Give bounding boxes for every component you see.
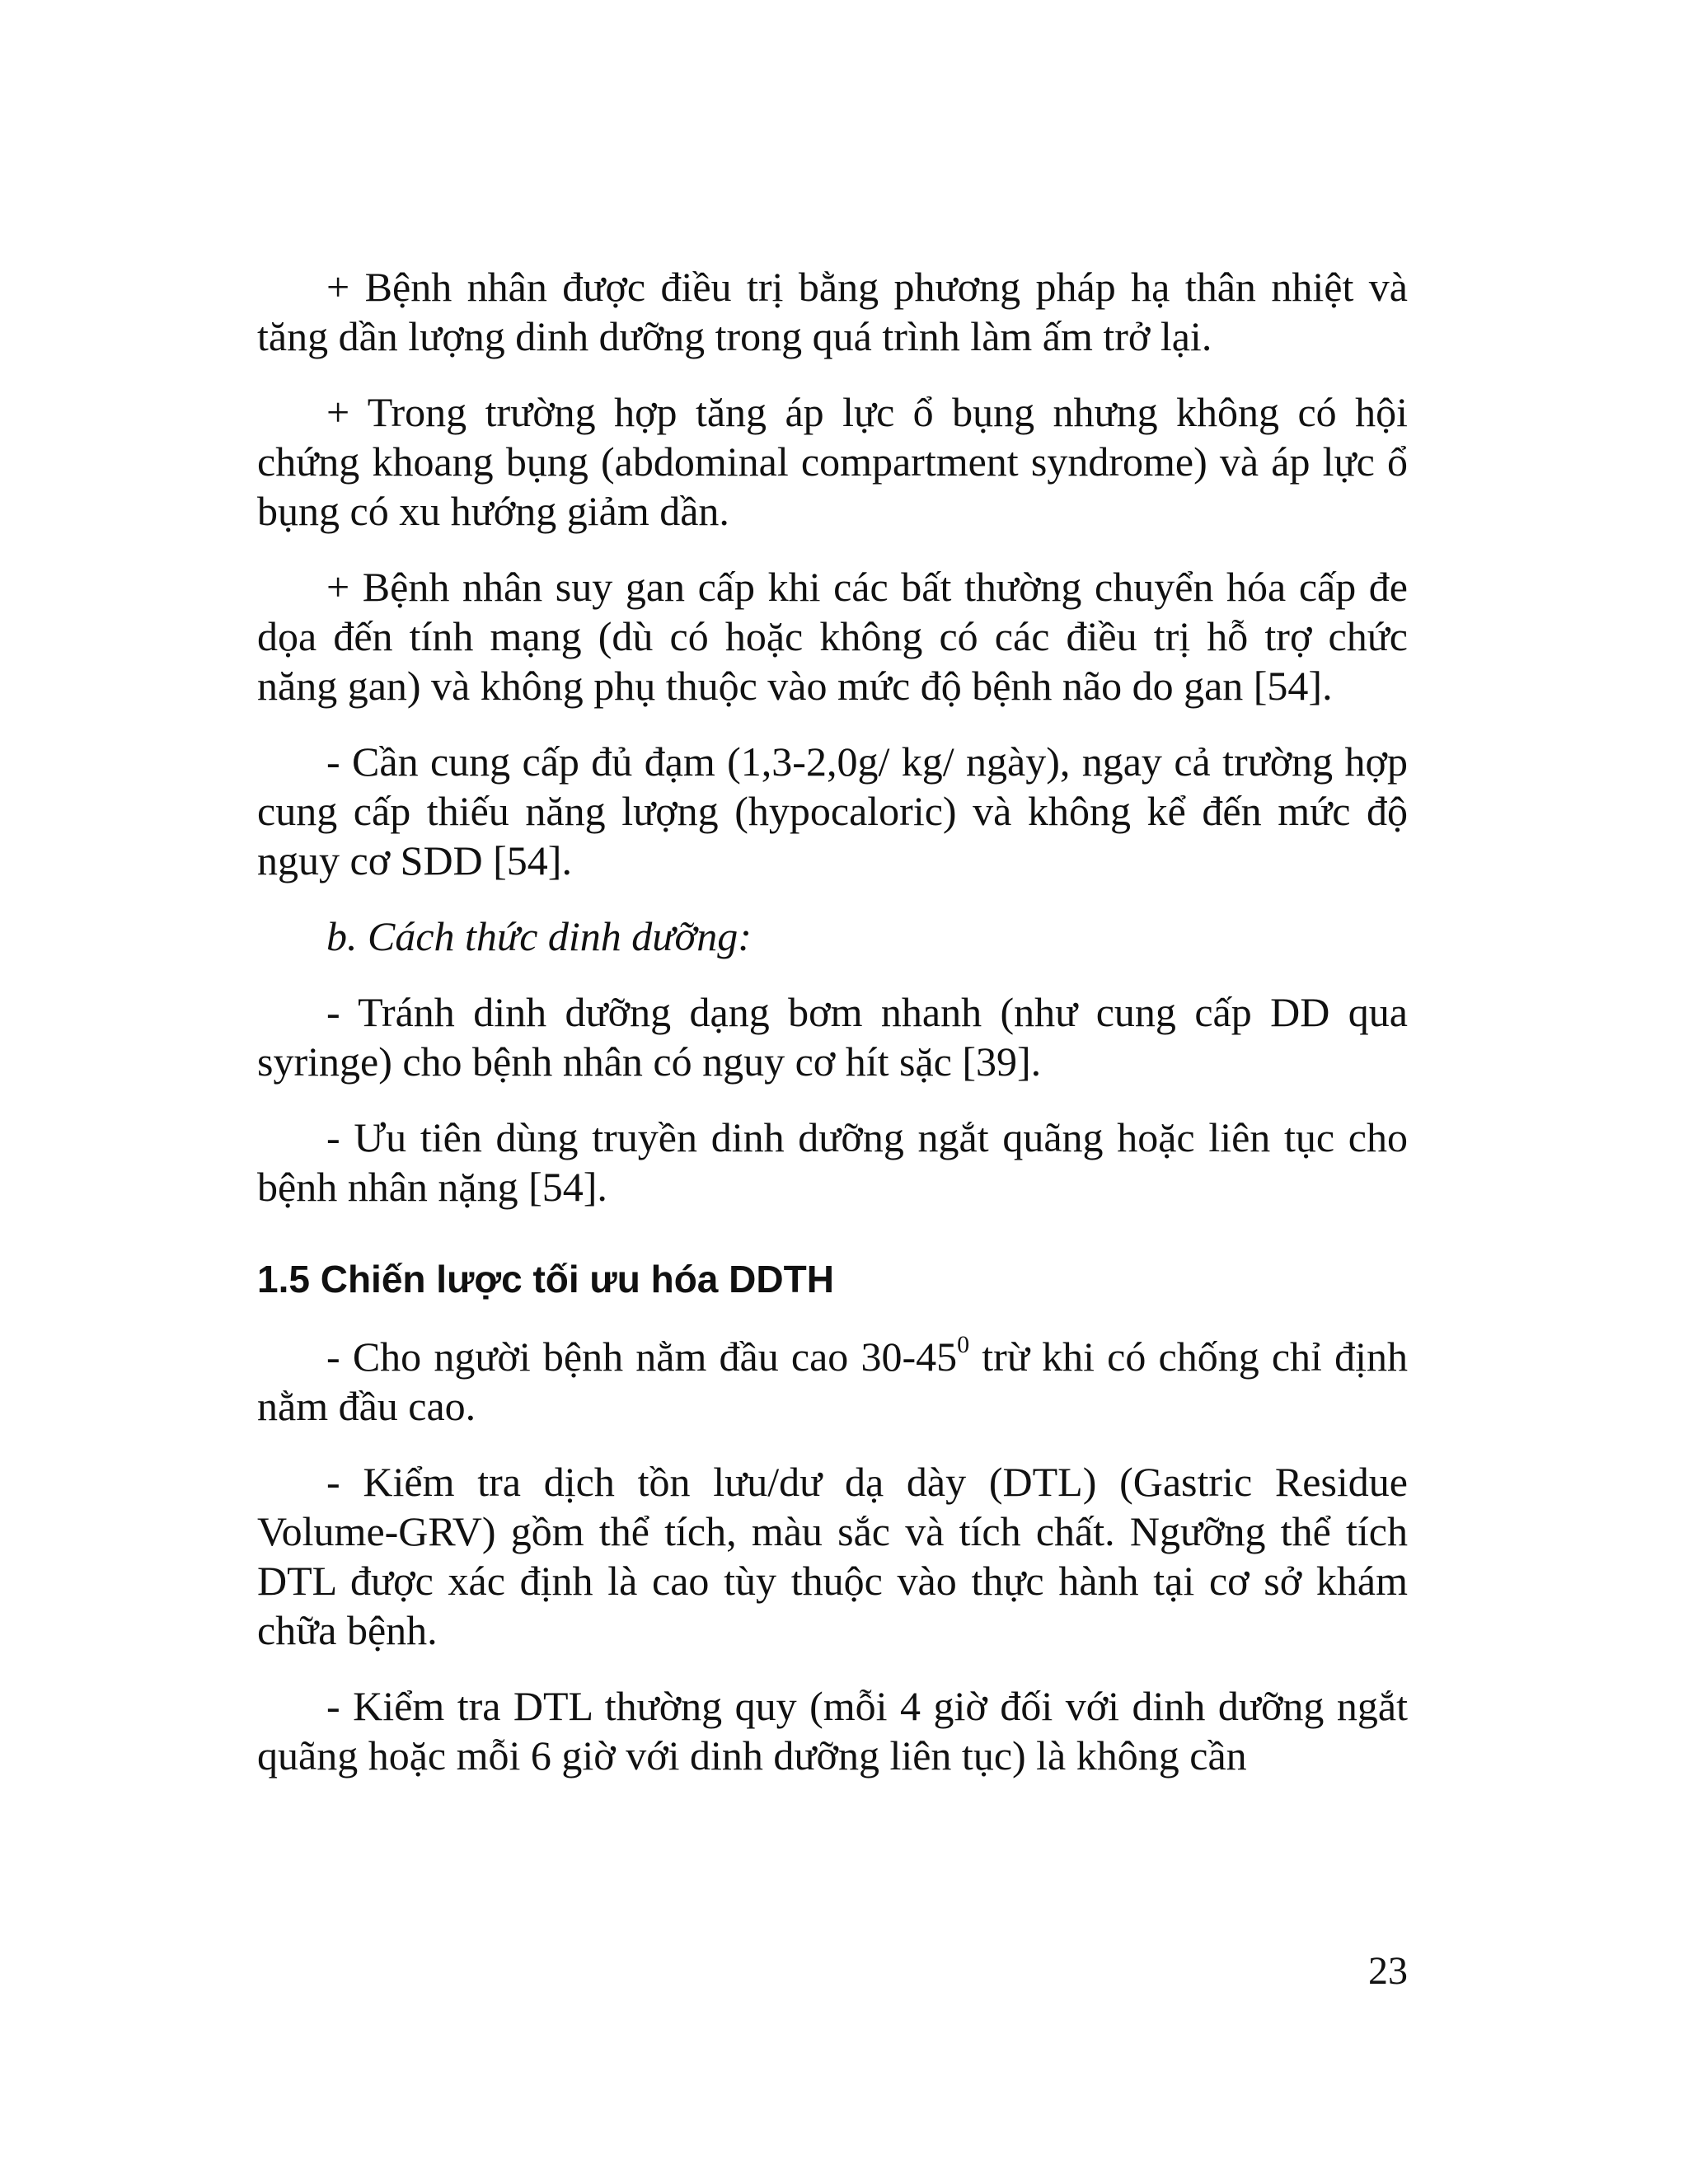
paragraph-protein-supply: - Cần cung cấp đủ đạm (1,3-2,0g/ kg/ ngày), ngay cả trường hợp cung cấp thiếu năng lượng (hypocaloric) và không kể đến mức độ nguy cơ SDD [54]. (257, 738, 1408, 883)
degree-superscript: 0 (957, 1331, 970, 1359)
subheading-nutrition-method: b. Cách thức dinh dưỡng: (326, 913, 752, 959)
paragraph-acute-liver-failure: + Bệnh nhân suy gan cấp khi các bất thường chuyển hóa cấp đe dọa đến tính mạng (dù có hoặc không có các điều trị hỗ trợ chức năng gan) và không phụ thuộc vào mức độ bệnh não do gan [54]. (257, 564, 1408, 709)
paragraph-routine-check: - Kiểm tra DTL thường quy (mỗi 4 giờ đối với dinh dưỡng ngắt quãng hoặc mỗi 6 giờ với dinh dưỡng liên tục) là không cần (257, 1683, 1408, 1779)
paragraph-avoid-bolus: - Tránh dinh dưỡng dạng bơm nhanh (như cung cấp DD qua syringe) cho bệnh nhân có nguy cơ hít sặc [39]. (257, 989, 1408, 1085)
paragraph-head-elevation (257, 1332, 1408, 1431)
paragraph-gastric-residue: - Kiểm tra dịch tồn lưu/dư dạ dày (DTL) (Gastric Residue Volume-GRV) gồm thể tích, màu sắc và tích chất. Ngưỡng thể tích DTL được xác định là cao tùy thuộc vào thực hành tại cơ sở khám chữa bệnh. (257, 1459, 1408, 1653)
paragraph-hypothermia: + Bệnh nhân được điều trị bằng phương pháp hạ thân nhiệt và tăng dần lượng dinh dưỡng trong quá trình làm ấm trở lại. (257, 264, 1408, 359)
head-elevation-text: - Cho người bệnh nằm đầu cao 30-45 (326, 1333, 958, 1380)
section-heading: 1.5 Chiến lược tối ưu hóa DDTH (257, 1258, 834, 1301)
paragraph-abdominal-pressure: + Trong trường hợp tăng áp lực ổ bụng nhưng không có hội chứng khoang bụng (abdominal compartment syndrome) và áp lực ổ bụng có xu hướng giảm dần. (257, 389, 1408, 534)
page-number: 23 (1368, 1949, 1408, 1993)
paragraph-prefer-infusion: - Ưu tiên dùng truyền dinh dưỡng ngắt quãng hoặc liên tục cho bệnh nhân nặng [54]. (257, 1114, 1408, 1210)
page-content (257, 262, 1408, 1807)
head-elevation-text-cont: trừ khi có chống chỉ định nằm đầu cao. (257, 1333, 1408, 1429)
